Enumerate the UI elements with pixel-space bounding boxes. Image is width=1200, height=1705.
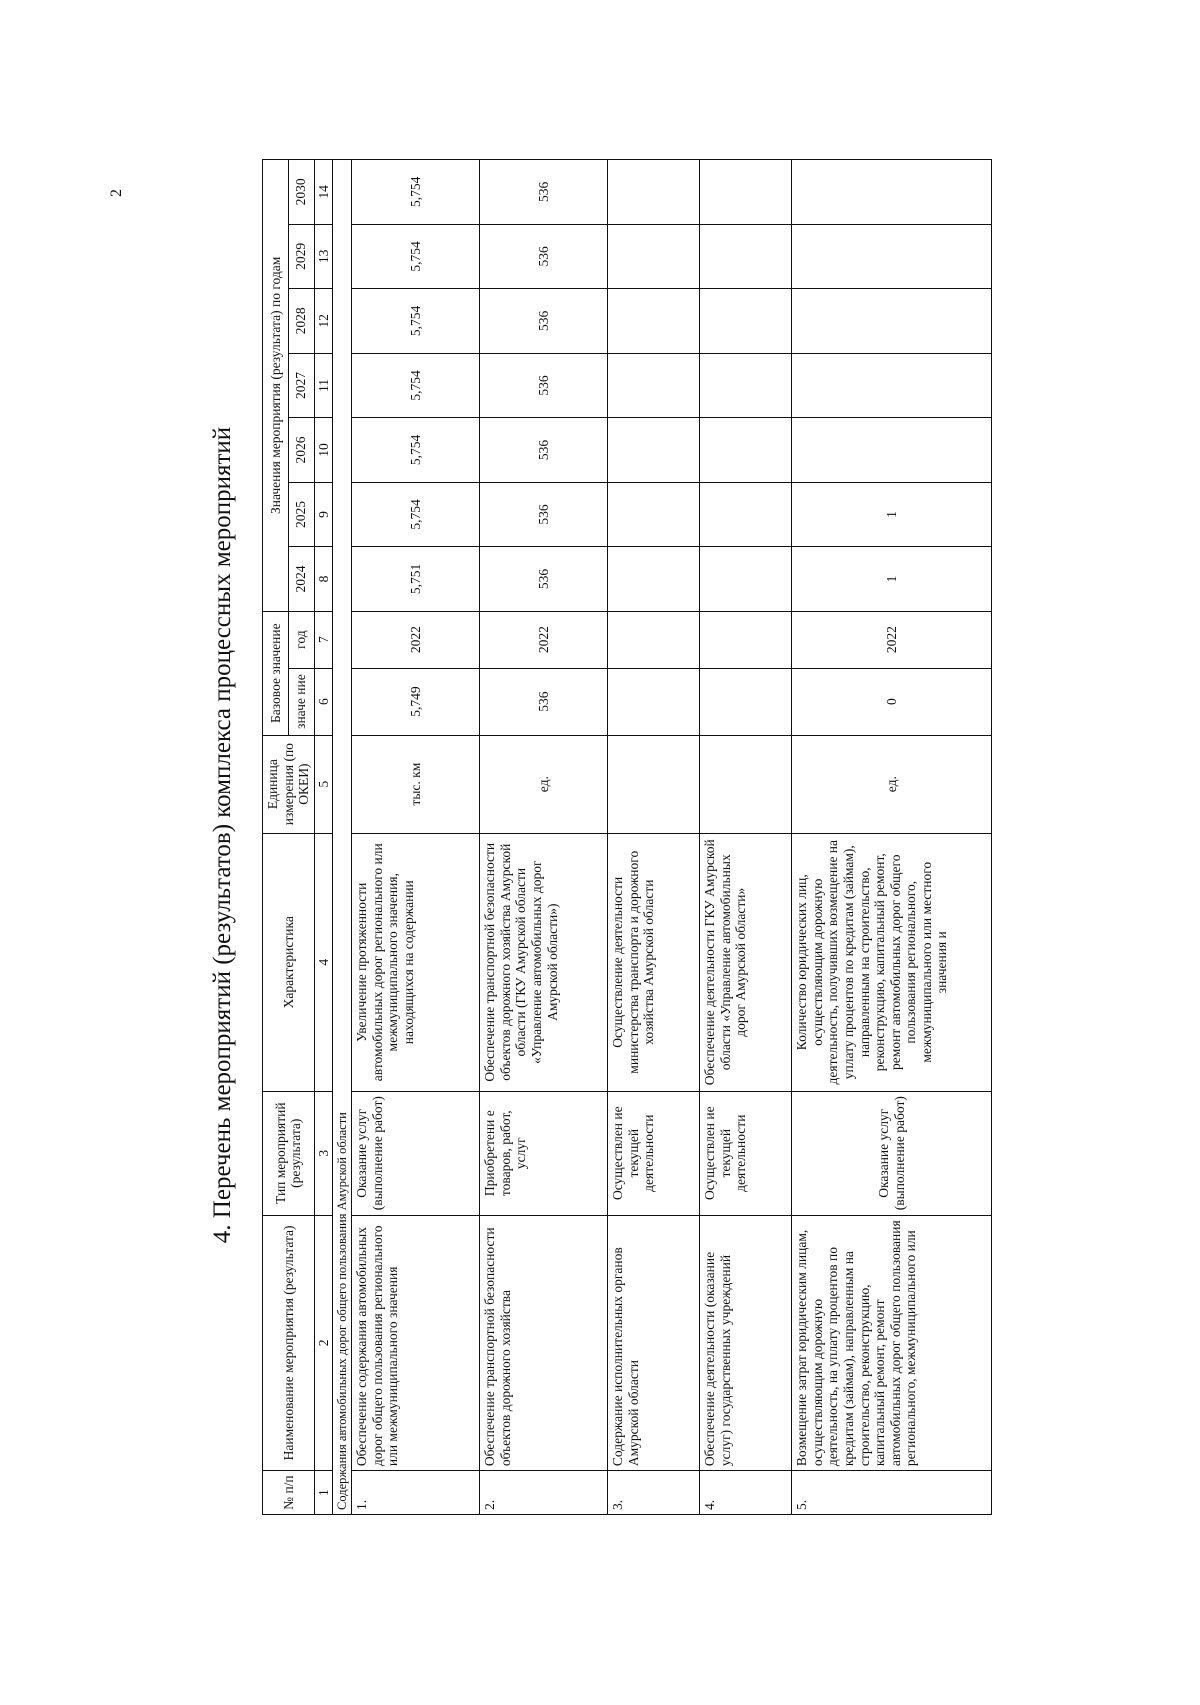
row-year-value: 1 <box>792 547 992 612</box>
row-year-value <box>608 418 700 483</box>
row-year-value <box>700 160 792 225</box>
row-characteristic: Увеличение протяженности автомобильных дорог регионального или межмуниципального значения, находящихся на содержании <box>352 833 480 1091</box>
row-type: Оказание услуг (выполнение работ) <box>352 1091 480 1215</box>
row-year-value <box>608 289 700 354</box>
row-unit: ед. <box>792 735 992 833</box>
row-num: 2. <box>480 1471 608 1515</box>
row-year-value: 536 <box>480 353 608 418</box>
header-type: Тип мероприятий (результата) <box>263 1091 315 1215</box>
row-base-value: 5,749 <box>352 668 480 735</box>
row-type: Оказание услуг (выполнение работ) <box>792 1091 992 1215</box>
header-base-year: год <box>288 611 314 668</box>
column-number: 9 <box>314 482 333 547</box>
column-number: 14 <box>314 160 333 225</box>
row-name: Возмещение затрат юридическим лицам, осуществляющим дорожную деятельность, на уплату процентов по кредитам (займам), направленным на строительство, реконструкцию, капитальный ремонт, ремонт автомобильных дорог общего пользования регионального, межмуниципального или <box>792 1215 992 1471</box>
row-type: Осуществлен ие текущей деятельности <box>608 1091 700 1215</box>
header-year: 2024 <box>288 547 314 612</box>
row-characteristic: Количество юридических лиц, осуществляющим дорожную деятельность, получивших возмещение на уплату процентов по кредитам (займам), направленным на строительство, реконструкцию, капитальный ремонт, ремонт автомобильных дорог общего пользования регионального, межмуниципального или местного значения и <box>792 833 992 1091</box>
row-year-value: 5,754 <box>352 289 480 354</box>
row-year-value: 536 <box>480 547 608 612</box>
row-year-value <box>700 353 792 418</box>
column-number: 11 <box>314 353 333 418</box>
column-number: 5 <box>314 735 333 833</box>
row-unit <box>608 735 700 833</box>
column-number: 13 <box>314 224 333 289</box>
row-characteristic: Обеспечение транспортной безопасности объектов дорожного хозяйства Амурской области (ГКУ Амурской области «Управление автомобильных дорог Амурской области») <box>480 833 608 1091</box>
row-year-value: 5,754 <box>352 418 480 483</box>
header-year: 2025 <box>288 482 314 547</box>
column-number: 7 <box>314 611 333 668</box>
header-years-group: Значения мероприятия (результата) по годам <box>263 160 289 612</box>
column-number: 3 <box>314 1091 333 1215</box>
row-base-value <box>700 668 792 735</box>
header-year: 2028 <box>288 289 314 354</box>
header-name: Наименование мероприятия (результата) <box>263 1215 315 1471</box>
row-base-value: 0 <box>792 668 992 735</box>
row-type: Осуществлен ие текущей деятельности <box>700 1091 792 1215</box>
row-base-year: 2022 <box>480 611 608 668</box>
row-characteristic: Осуществление деятельности министерства транспорта и дорожного хозяйства Амурской области <box>608 833 700 1091</box>
row-base-year <box>700 611 792 668</box>
row-year-value <box>700 547 792 612</box>
row-unit: тыс. км <box>352 735 480 833</box>
row-year-value <box>608 482 700 547</box>
header-year: 2026 <box>288 418 314 483</box>
row-base-year <box>608 611 700 668</box>
row-year-value <box>792 353 992 418</box>
row-year-value <box>608 224 700 289</box>
measures-table <box>262 159 992 1515</box>
table-row <box>792 160 992 1515</box>
row-name: Содержание исполнительных органов Амурской области <box>608 1215 700 1471</box>
section-row <box>333 160 352 1515</box>
column-number: 12 <box>314 289 333 354</box>
row-year-value: 536 <box>480 289 608 354</box>
row-base-year: 2022 <box>792 611 992 668</box>
row-year-value: 5,754 <box>352 160 480 225</box>
row-year-value: 1 <box>792 482 992 547</box>
row-type: Приобретени е товаров, работ, услуг <box>480 1091 608 1215</box>
row-year-value: 536 <box>480 482 608 547</box>
row-num: 3. <box>608 1471 700 1515</box>
table-rows <box>352 160 992 1515</box>
header-base-value: значе ние <box>288 668 314 735</box>
row-year-value: 5,754 <box>352 482 480 547</box>
row-year-value: 5,751 <box>352 547 480 612</box>
header-characteristic: Характеристика <box>263 833 315 1091</box>
row-num: 1. <box>352 1471 480 1515</box>
row-year-value <box>700 289 792 354</box>
row-year-value <box>608 160 700 225</box>
table-row <box>608 160 700 1515</box>
row-year-value <box>700 482 792 547</box>
header-base-group: Базовое значение <box>263 611 289 735</box>
table-row <box>700 160 792 1515</box>
row-unit <box>700 735 792 833</box>
table-row <box>352 160 480 1515</box>
header-unit: Единица измерения (по ОКЕИ) <box>263 735 315 833</box>
column-number: 8 <box>314 547 333 612</box>
row-name: Обеспечение транспортной безопасности объектов дорожного хозяйства <box>480 1215 608 1471</box>
row-year-value: 5,754 <box>352 353 480 418</box>
row-year-value: 536 <box>480 224 608 289</box>
row-year-value <box>792 418 992 483</box>
column-number: 1 <box>314 1471 333 1515</box>
page-number: 2 <box>108 189 125 197</box>
row-year-value <box>792 224 992 289</box>
column-number: 4 <box>314 833 333 1091</box>
row-year-value <box>792 289 992 354</box>
row-base-value <box>608 668 700 735</box>
row-year-value: 536 <box>480 160 608 225</box>
column-number: 10 <box>314 418 333 483</box>
table-row <box>480 160 608 1515</box>
row-year-value <box>608 353 700 418</box>
row-year-value <box>608 547 700 612</box>
header-year: 2027 <box>288 353 314 418</box>
row-year-value: 5,754 <box>352 224 480 289</box>
row-unit: ед. <box>480 735 608 833</box>
row-num: 4. <box>700 1471 792 1515</box>
row-year-value <box>700 224 792 289</box>
column-number: 6 <box>314 668 333 735</box>
row-base-value: 536 <box>480 668 608 735</box>
row-characteristic: Обеспечение деятельности ГКУ Амурской области «Управление автомобильных дорог Амурской области» <box>700 833 792 1091</box>
row-year-value <box>700 418 792 483</box>
row-base-year: 2022 <box>352 611 480 668</box>
row-year-value: 536 <box>480 418 608 483</box>
column-numbers-row <box>314 160 333 1515</box>
column-number: 2 <box>314 1215 333 1471</box>
document-title: 4. Перечень мероприятий (результатов) комплекса процессных мероприятий <box>209 426 236 1244</box>
rotated-page-content <box>108 155 1016 1515</box>
header-year: 2030 <box>288 160 314 225</box>
header-row-1 <box>263 160 289 1515</box>
row-num: 5. <box>792 1471 992 1515</box>
header-year: 2029 <box>288 224 314 289</box>
row-year-value <box>792 160 992 225</box>
row-name: Обеспечение содержания автомобильных дорог общего пользования регионального или межмуниципального значения <box>352 1215 480 1471</box>
header-num: № п/п <box>263 1471 315 1515</box>
row-name: Обеспечение деятельности (оказание услуг) государственных учреждений <box>700 1215 792 1471</box>
section-title: Содержания автомобильных дорог общего пользования Амурской области <box>333 160 352 1515</box>
